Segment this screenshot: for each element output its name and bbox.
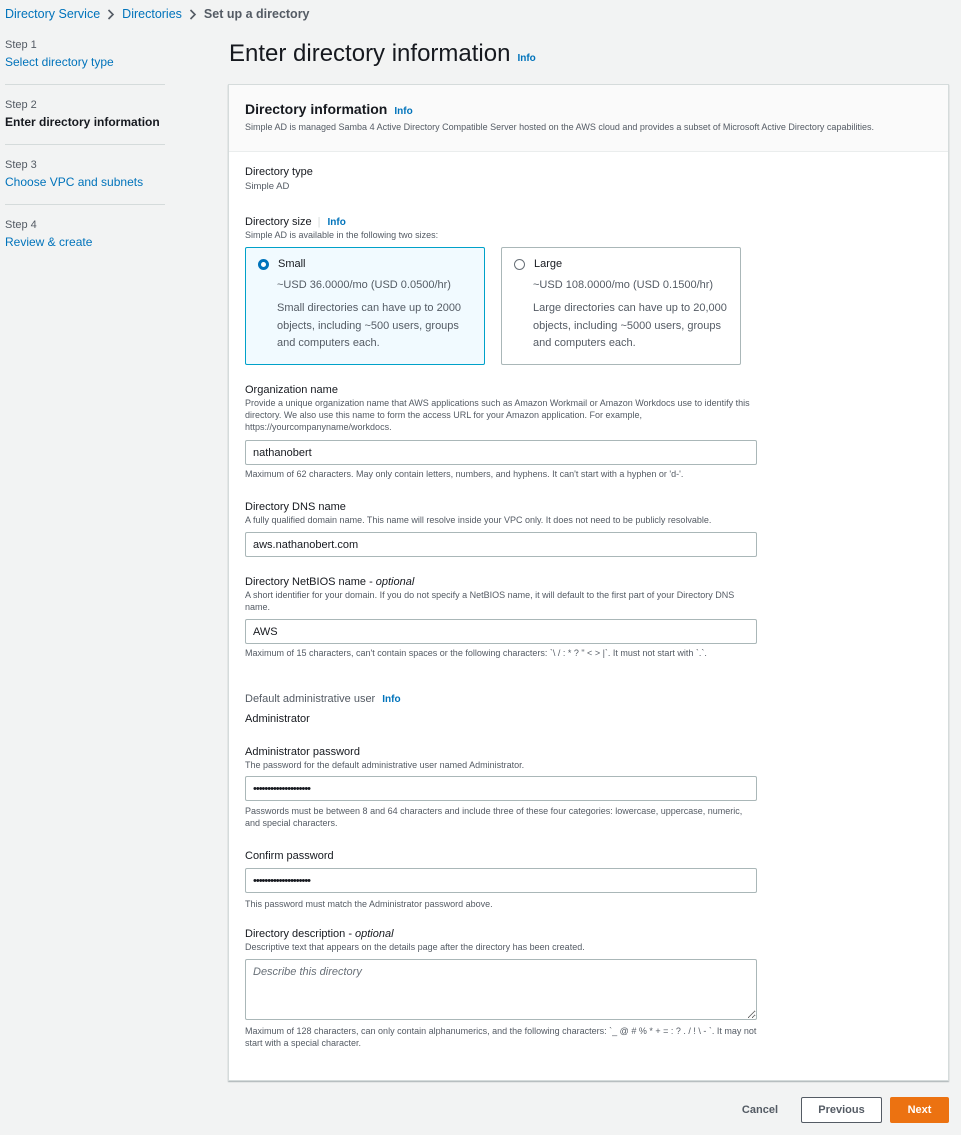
optional-tag: optional <box>354 928 394 940</box>
tile-price-large: ~USD 108.0000/mo (USD 0.1500/hr) <box>533 279 714 291</box>
directory-description-textarea[interactable] <box>245 959 757 1020</box>
default-admin-user-value: Administrator <box>245 713 310 725</box>
directory-type-value: Simple AD <box>245 181 290 192</box>
netbios-name-constraint: Maximum of 15 characters, can't contain spaces or the following characters: `\ / : * ? " < > |`. It must not start with `.`. <box>245 648 707 658</box>
radio-large[interactable] <box>514 259 525 270</box>
step-link-select-directory-type[interactable]: Select directory type <box>5 55 114 69</box>
chevron-right-icon <box>100 9 122 20</box>
directory-size-label-text: Directory size <box>245 216 312 228</box>
next-button[interactable]: Next <box>890 1097 949 1123</box>
directory-type-field <box>245 166 757 192</box>
panel-title-text: Directory information <box>245 101 388 117</box>
panel-info-link[interactable]: Info <box>394 106 413 117</box>
wizard-step-3 <box>5 156 165 205</box>
tile-price-small: ~USD 36.0000/mo (USD 0.0500/hr) <box>277 279 451 291</box>
breadcrumb-directories[interactable]: Directories <box>122 7 182 21</box>
organization-name-label: Organization name <box>245 384 338 396</box>
admin-password-description: The password for the default administrative user named Administrator. <box>245 760 525 770</box>
default-admin-user-label <box>245 693 757 705</box>
directory-description-label <box>245 928 757 940</box>
panel-title <box>245 101 932 117</box>
tile-body-small: Small directories can have up to 2000 objects, including ~500 users, groups and computers each. <box>277 302 462 349</box>
breadcrumb <box>5 7 310 21</box>
directory-description-constraint: Maximum of 128 characters, can only contain alphanumerics, and the following characters: `_ @ # % * + = : ? . / ! \ - `. It may not start with a special character. <box>245 1026 757 1048</box>
default-admin-user-info-link[interactable]: Info <box>382 694 401 705</box>
panel-description: Simple AD is managed Samba 4 Active Directory Compatible Server hosted on the AWS cloud and provides a subset of Microsoft Active Directory capabilities. <box>245 122 874 132</box>
step-link-review-create[interactable]: Review & create <box>5 235 93 249</box>
step-link-choose-vpc[interactable]: Choose VPC and subnets <box>5 175 144 189</box>
breadcrumb-current: Set up a directory <box>203 7 310 21</box>
netbios-name-label <box>245 576 757 588</box>
step-number: Step 1 <box>5 39 37 51</box>
step-number: Step 3 <box>5 159 37 171</box>
panel-header <box>229 85 948 152</box>
admin-password-constraint: Passwords must be between 8 and 64 characters and include three of these four categories: lowercase, uppercase, numeric, and special characters. <box>245 806 743 828</box>
dns-name-description: A fully qualified domain name. This name will resolve inside your VPC only. It does not need to be publicly resolvable. <box>245 515 712 525</box>
tile-body-large: Large directories can have up to 20,000 objects, including ~5000 users, groups and computers each. <box>533 302 727 349</box>
dns-name-input[interactable] <box>245 532 757 557</box>
admin-password-label: Administrator password <box>245 746 360 758</box>
tile-title-small: Small <box>278 258 306 270</box>
directory-description-label-text: Directory description - <box>245 928 352 940</box>
breadcrumb-directory-service[interactable]: Directory Service <box>5 7 101 21</box>
directory-description-field <box>245 928 757 1049</box>
page-title <box>229 40 536 68</box>
admin-password-input[interactable] <box>245 776 757 801</box>
cancel-button[interactable]: Cancel <box>741 1104 778 1116</box>
tile-title-large: Large <box>534 258 563 270</box>
admin-password-field <box>245 746 757 829</box>
netbios-name-label-text: Directory NetBIOS name - <box>245 576 373 588</box>
optional-tag: optional <box>375 576 415 588</box>
netbios-name-description: A short identifier for your domain. If you do not specify a NetBIOS name, it will default to the first part of your Directory DNS name. <box>245 590 735 612</box>
organization-name-input[interactable] <box>245 440 757 465</box>
directory-size-label <box>245 216 757 228</box>
previous-button[interactable]: Previous <box>801 1097 882 1123</box>
tile-head <box>258 258 472 270</box>
directory-size-description: Simple AD is available in the following two sizes: <box>245 230 439 240</box>
tile-head <box>514 258 728 270</box>
size-tile-small[interactable] <box>245 247 485 365</box>
dns-name-field <box>245 501 757 557</box>
wizard-step-1 <box>5 36 165 85</box>
chevron-right-icon <box>182 9 204 20</box>
confirm-password-constraint: This password must match the Administrator password above. <box>245 899 493 909</box>
default-admin-user-label-text: Default administrative user <box>245 693 376 705</box>
page-title-text: Enter directory information <box>229 40 511 67</box>
organization-name-description: Provide a unique organization name that AWS applications such as Amazon Workmail or Amazon Workdocs use to identify this directory. We also use this name to form the access URL for your Amazon application. For example, https://yourcompanyname/workdocs. <box>245 398 750 432</box>
organization-name-constraint: Maximum of 62 characters. May only contain letters, numbers, and hyphens. It can't start with a hyphen or 'd-'. <box>245 469 684 479</box>
step-number: Step 2 <box>5 99 37 111</box>
confirm-password-label: Confirm password <box>245 850 334 862</box>
wizard-step-2 <box>5 96 165 145</box>
divider: | <box>317 216 321 228</box>
directory-size-field <box>245 216 757 365</box>
step-current-enter-directory-information: Enter directory information <box>5 115 160 129</box>
confirm-password-input[interactable] <box>245 868 757 893</box>
page-info-link[interactable]: Info <box>517 53 536 64</box>
netbios-name-field <box>245 576 757 659</box>
wizard-footer <box>742 1097 949 1123</box>
directory-description-description: Descriptive text that appears on the details page after the directory has been created. <box>245 942 585 952</box>
wizard-step-4 <box>5 216 165 264</box>
netbios-name-input[interactable] <box>245 619 757 644</box>
size-tile-large[interactable] <box>501 247 741 365</box>
default-admin-user-field <box>245 693 757 725</box>
organization-name-field <box>245 384 757 480</box>
directory-size-info-link[interactable]: Info <box>327 217 346 228</box>
radio-small[interactable] <box>258 259 269 270</box>
dns-name-label: Directory DNS name <box>245 501 346 513</box>
directory-type-label: Directory type <box>245 166 313 178</box>
wizard-steps <box>5 36 165 275</box>
confirm-password-field <box>245 850 757 910</box>
directory-information-panel <box>228 84 949 1081</box>
step-number: Step 4 <box>5 219 37 231</box>
directory-size-tiles <box>245 247 757 365</box>
